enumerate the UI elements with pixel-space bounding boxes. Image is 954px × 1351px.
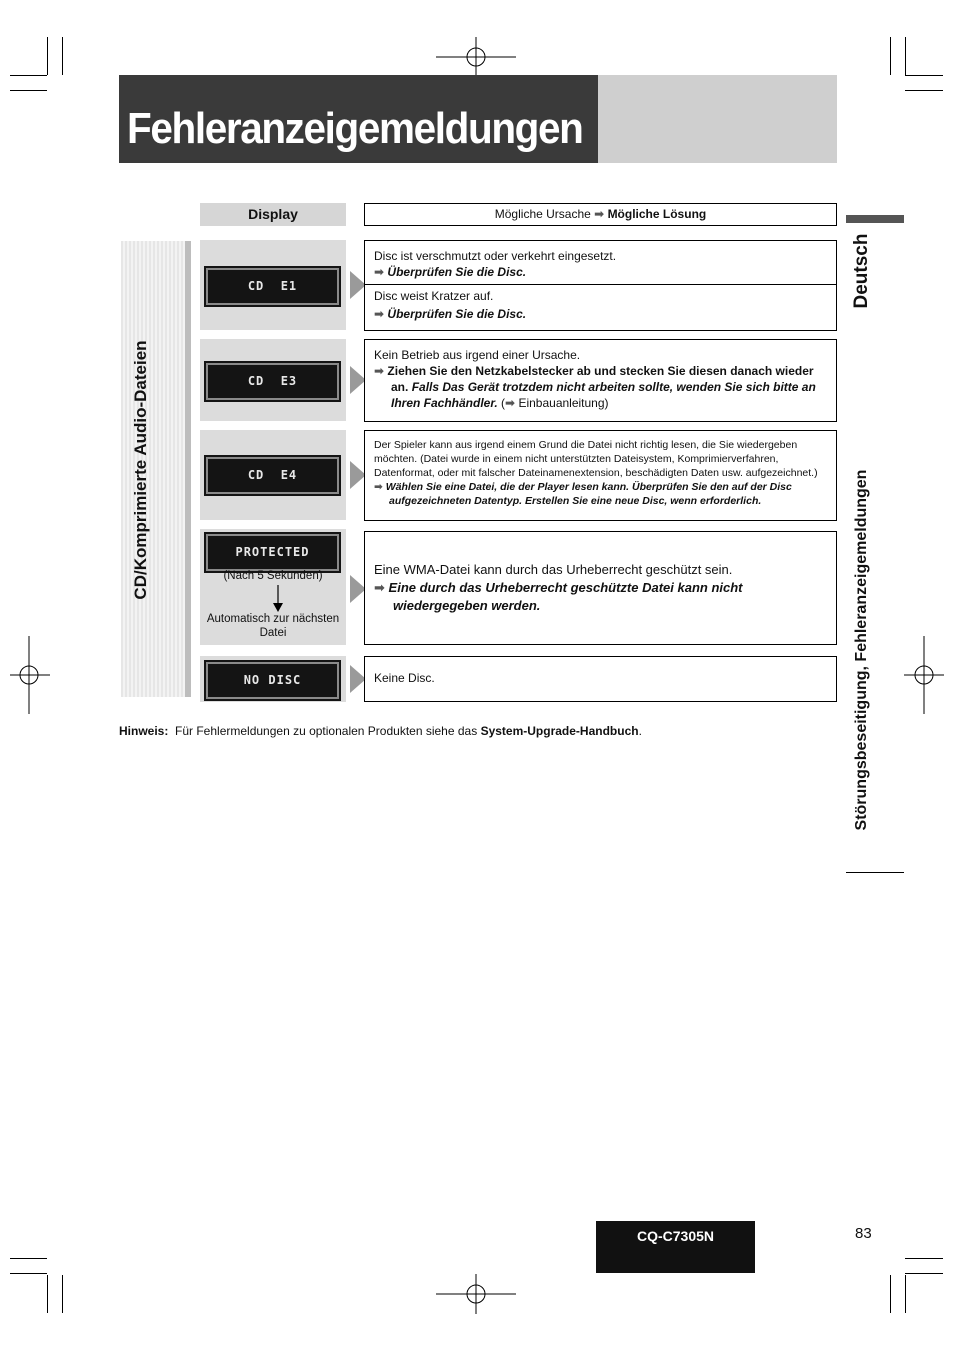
solution-text: Ziehen Sie den Netzkabelstecker ab und stecken Sie diesen danach wieder an. (387, 364, 814, 394)
hint-end: . (638, 724, 642, 738)
crop-mark (905, 1258, 943, 1259)
category-label: CD/Komprimierte Audio-Dateien (131, 340, 150, 600)
cause-line: Disc weist Kratzer auf. (374, 289, 494, 303)
delay-note: (Nach 5 Sekunden) (223, 570, 323, 582)
cause-solution-header (364, 203, 837, 226)
lcd-display: CD E1 (206, 268, 339, 305)
arrow-icon: ➡ (374, 364, 385, 378)
crop-mark (905, 1275, 906, 1313)
arrow-icon: ➡ (374, 580, 385, 595)
row-divider (365, 284, 836, 285)
solution-label: Mögliche Lösung (607, 207, 707, 221)
cause-line: Eine WMA-Datei kann durch das Urheberrecht geschützt sein. (374, 562, 733, 577)
crop-mark (62, 37, 63, 75)
crop-mark (10, 75, 47, 76)
arrow-icon: ➡ (374, 265, 385, 279)
crop-mark (47, 37, 48, 75)
arrow-icon: ➡ (374, 481, 383, 493)
category-column-shadow (185, 241, 191, 697)
crop-mark (905, 90, 943, 91)
solution-text: Überprüfen Sie die Disc. (387, 307, 527, 321)
cause-text: Kein Betrieb aus irgend einer Ursache. ➡ Ziehen Sie den Netzkabelstecker ab und stecken Sie diesen danach wieder an. Falls Das Gerät trotzdem nicht arbeiten sollte, wenden Sie sich bitte an Ihren Fachhändler. (➡ Einbauanleitung) (374, 347, 824, 411)
title-bar-extension (598, 75, 837, 163)
crop-mark (10, 1258, 47, 1259)
hint-text: Für Fehlermeldungen zu optionalen Produkten siehe das (175, 724, 478, 738)
crop-mark (890, 37, 891, 75)
page-number: 83 (855, 1225, 872, 1242)
hint-label: Hinweis: (119, 724, 169, 738)
registration-mark-top (436, 37, 516, 77)
registration-mark-left (10, 636, 50, 714)
cause-text (374, 438, 826, 508)
cause-text (374, 248, 824, 280)
model-badge: CQ-C7305N (596, 1221, 755, 1273)
section-divider (846, 872, 904, 873)
crop-mark (62, 1275, 63, 1313)
cause-line: Kein Betrieb aus irgend einer Ursache. (374, 348, 581, 362)
solution-text: Eine durch das Urheberrecht geschützte Datei kann nicht wiedergegeben werden. (388, 580, 743, 613)
display-column-header: Display (200, 203, 346, 226)
arrow-icon: ➡ (594, 207, 605, 221)
hint-reference: System-Upgrade-Handbuch (480, 724, 639, 738)
language-label: Deutsch (851, 233, 872, 309)
cause-line: Disc ist verschmutzt oder verkehrt eingesetzt. (374, 249, 617, 263)
crop-mark (905, 1273, 943, 1274)
cause-line: Keine Disc. (374, 671, 435, 685)
registration-mark-right (904, 636, 944, 714)
cause-text (374, 288, 824, 322)
crop-mark (905, 37, 906, 75)
arrow-icon: ➡ (374, 307, 385, 321)
cause-line: Der Spieler kann aus irgend einem Grund die Datei nicht richtig lesen, die Sie wiedergeben möchten. (Datei wurde in einem nicht unterstützten Dateisystem, Komprimierverfahren, Datenformat, oder mit falscher Dateinamenextension, beschädigten Daten usw. aufgezeichnet.) (374, 439, 818, 479)
solution-text: Wählen Sie eine Datei, die der Player lesen kann. Überprüfen Sie den auf der Disc aufgezeichneten Datentyp. Erstellen Sie eine neue Disc, wenn erforderlich. (385, 481, 792, 507)
hint-note (119, 724, 642, 738)
arrow-icon: ➡ (505, 396, 516, 410)
auto-next-note: Automatisch zur nächsten Datei (206, 613, 340, 639)
section-label: Störungsbeseitigung, Fehleranzeigemeldungen (853, 469, 870, 831)
cause-text (374, 561, 824, 615)
reference-text: Einbauanleitung (518, 396, 605, 410)
cause-label: Mögliche Ursache (494, 207, 591, 221)
registration-mark-bottom (436, 1274, 516, 1314)
crop-mark (905, 75, 943, 76)
solution-text-b: Falls Das Gerät trotzdem nicht arbeiten sollte, wenden Sie sich bitte an Ihren Fachhändler. (391, 380, 816, 410)
crop-mark (47, 1275, 48, 1313)
language-tab-bar (846, 215, 904, 223)
crop-mark (10, 1273, 47, 1274)
lcd-display: NO DISC (206, 662, 339, 699)
down-arrow-icon (271, 585, 285, 613)
lcd-display: CD E3 (206, 363, 339, 400)
lcd-display: CD E4 (206, 457, 339, 494)
page-title: Fehleranzeigemeldungen (127, 104, 583, 153)
crop-mark (890, 1275, 891, 1313)
message-box (364, 656, 837, 702)
solution-text: Überprüfen Sie die Disc. (387, 265, 527, 279)
crop-mark (10, 90, 47, 91)
lcd-display: PROTECTED (206, 534, 339, 571)
